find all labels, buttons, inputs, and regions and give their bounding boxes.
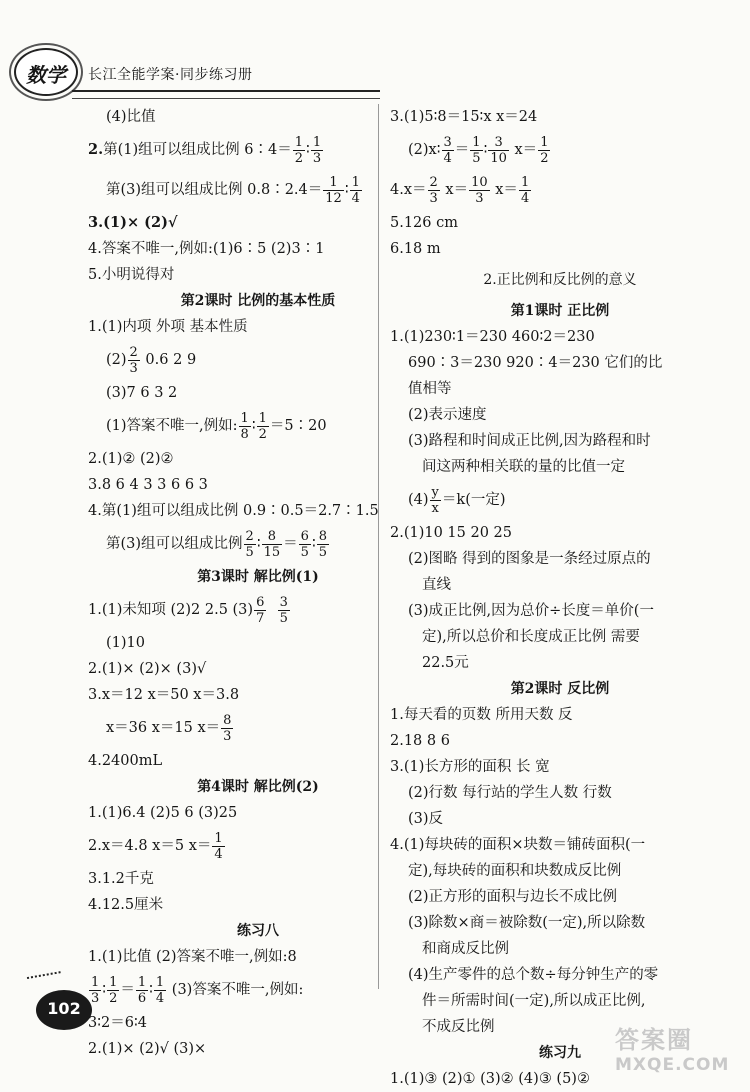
fraction: $\frac{1}{4}$ [214, 830, 223, 862]
answer-line: 定),所以总价和长度成正比例 需要 [422, 629, 640, 645]
answer-line: (2)行数 每行站的学生人数 行数 [408, 785, 612, 801]
fraction: $\frac{10}{3}$ [471, 174, 488, 206]
page-number: 102 [47, 999, 81, 1018]
section-heading: 练习九 [539, 1045, 581, 1061]
answer-line: 3.1.2千克 [88, 871, 154, 887]
answer-line: 3.x＝12 x＝50 x＝3.8 [88, 687, 240, 703]
answer-line: (4)生产零件的总个数÷每分钟生产的零 [408, 967, 659, 983]
answer-line: 定),每块砖的面积和块数成反比例 [408, 863, 622, 879]
answer-line: (2)图略 得到的图象是一条经过原点的 [408, 551, 651, 567]
fraction: $\frac{1}{3}$ [91, 974, 100, 1006]
answer-line: (2) $\frac{2}{3}$ 0.6 2 9 [106, 344, 197, 376]
answer-line: 2.18 8 6 [390, 733, 450, 749]
answer-line: (4) $\frac{y}{x}$ ＝k(一定) [408, 484, 506, 516]
fraction: $\frac{1}{6}$ [137, 974, 147, 1006]
fraction: $\frac{3}{10}$ [490, 134, 507, 166]
fraction: $\frac{3}{5}$ [279, 594, 288, 626]
answer-line: 1.(1)230∶1＝230 460∶2＝230 [390, 329, 595, 345]
answer-line: (3)除数×商＝被除数(一定),所以除数 [408, 915, 646, 931]
header-rule [72, 90, 380, 99]
answer-line: 3.(1)5∶8＝15∶x x＝24 [390, 109, 538, 125]
fraction: $\frac{1}{12}$ [325, 174, 342, 206]
answer-line: 4.(1)每块砖的面积×块数＝铺砖面积(一 [390, 837, 646, 853]
fraction: $\frac{2}{3}$ [429, 174, 438, 206]
answer-line: 不成反比例 [422, 1019, 495, 1035]
section-heading: 练习八 [237, 923, 279, 939]
answer-line: 1.(1)内项 外项 基本性质 [88, 319, 248, 335]
fraction: $\frac{1}{3}$ [312, 134, 322, 166]
answer-line: 2.(1)× (2)√ (3)× [88, 1041, 207, 1057]
answer-line: (4)比值 [106, 109, 156, 125]
answer-line: 2.(1)10 15 20 25 [390, 525, 513, 541]
fraction: $\frac{8}{5}$ [318, 528, 327, 560]
answer-line: (2)正方形的面积与边长不成比例 [408, 889, 618, 905]
answer-line: (3)7 6 3 2 [106, 385, 178, 401]
answer-line: 值相等 [408, 381, 452, 397]
answer-line: 1.(1)比值 (2)答案不唯一,例如:8 [88, 949, 297, 965]
answer-line: 6.18 m [390, 241, 441, 257]
fraction: $\frac{1}{2}$ [540, 134, 549, 166]
answer-line: 5.小明说得对 [88, 267, 175, 283]
fraction: $\frac{3}{4}$ [443, 134, 452, 166]
book-title: 长江全能学案·同步练习册 [88, 67, 253, 83]
answer-line: 1.每天看的页数 所用天数 反 [390, 707, 573, 723]
fraction: $\frac{1}{5}$ [472, 134, 481, 166]
right-column [390, 104, 730, 1092]
answer-line: 第(3)组可以组成比例 0.8∶2.4＝ $\frac{1}{12}$ ∶ $\frac{1}{4}$ [106, 174, 360, 206]
fraction: $\frac{1}{2}$ [294, 134, 304, 166]
fraction: $\frac{6}{7}$ [256, 594, 265, 626]
answer-line: 4.x＝ $\frac{2}{3}$ x＝ $\frac{10}{3}$ x＝ $\frac{1}{4}$ [390, 174, 530, 206]
page-number-badge [36, 990, 92, 1030]
answer-line: 2.(1)× (2)× (3)√ [88, 661, 207, 677]
fraction: $\frac{8}{15}$ [263, 528, 281, 560]
left-column [88, 104, 428, 1062]
answer-line: 3∶2＝6∶4 [88, 1015, 147, 1031]
section-heading: 第3课时 解比例(1) [197, 569, 319, 585]
fraction: $\frac{8}{3}$ [223, 712, 232, 744]
answer-line: 4.12.5厘米 [88, 897, 164, 913]
fraction: $\frac{1}{4}$ [155, 974, 165, 1006]
answer-line: 5.126 cm [390, 215, 458, 231]
answer-line: 4.第(1)组可以组成比例 0.9∶0.5＝2.7∶1.5 [88, 503, 379, 519]
fraction: $\frac{1}{2}$ [258, 410, 267, 442]
answer-line: 22.5元 [422, 655, 469, 671]
answer-line: 690∶3＝230 920∶4＝230 它们的比 [408, 355, 663, 371]
section-heading: 第2课时 反比例 [510, 681, 610, 697]
answer-line: 间这两种相关联的量的比值一定 [422, 459, 625, 475]
fraction: $\frac{6}{5}$ [300, 528, 309, 560]
watermark-text: 答案圈 [615, 1026, 693, 1054]
watermark-logo [615, 1020, 735, 1080]
answer-line: (3)路程和时间成正比例,因为路程和时 [408, 433, 651, 449]
answer-line: 4.2400mL [88, 753, 163, 769]
answer-line: 直线 [422, 577, 451, 593]
answer-line: 2.第(1)组可以组成比例 6∶4＝ $\frac{1}{2}$ ∶ $\frac{1}{3}$ [88, 134, 322, 166]
answer-line: (2)表示速度 [408, 407, 487, 423]
answer-line: (1)答案不唯一,例如: $\frac{1}{8}$ ∶ $\frac{1}{2}$ ＝5∶20 [106, 410, 327, 442]
answer-line: 2.x＝4.8 x＝5 x＝ $\frac{1}{4}$ [88, 830, 223, 862]
fraction: $\frac{1}{2}$ [109, 974, 118, 1006]
answer-line: 和商成反比例 [422, 941, 509, 957]
answer-line: 1.(1)6.4 (2)5 6 (3)25 [88, 805, 238, 821]
section-heading: 第4课时 解比例(2) [197, 779, 319, 795]
answer-line: 1.(1)③ (2)① (3)② (4)③ (5)② [390, 1071, 590, 1087]
section-heading: 2.正比例和反比例的意义 [483, 272, 637, 288]
answer-line: 1.(1)未知项 (2)2 2.5 (3) $\frac{6}{7}$ $\frac{3}{5}$ [88, 594, 288, 626]
watermark-url: MXQE.COM [615, 1055, 730, 1075]
answer-line: 3.8 6 4 3 3 6 6 3 [88, 477, 208, 493]
fraction: $\frac{1}{8}$ [240, 410, 249, 442]
answer-line: x＝36 x＝15 x＝ $\frac{8}{3}$ [106, 712, 232, 744]
answer-line: 3.(1)长方形的面积 长 宽 [390, 759, 550, 775]
answer-line: (3)成正比例,因为总价÷长度＝单价(一 [408, 603, 654, 619]
subject-badge-label: 数学 [26, 63, 66, 87]
answer-line: 件＝所需时间(一定),所以成正比例, [422, 993, 646, 1009]
answer-line: $\frac{1}{3}$ ∶ $\frac{1}{2}$ ＝ $\frac{1}{6}$ ∶ $\frac{1}{4}$ (3)答案不唯一,例如: [91, 974, 304, 1006]
fraction: $\frac{2}{5}$ [245, 528, 254, 560]
answer-line: (1)10 [106, 635, 145, 651]
answer-line: 3.(1)× (2)√ [88, 214, 178, 231]
page-header [0, 0, 750, 110]
answer-line: 2.(1)② (2)② [88, 451, 174, 467]
answer-line: (3)反 [408, 811, 444, 827]
fraction: $\frac{1}{4}$ [351, 174, 360, 206]
section-heading: 第2课时 比例的基本性质 [180, 293, 336, 309]
answer-line: (2)x∶ $\frac{3}{4}$ ＝ $\frac{1}{5}$ ∶ $\frac{3}{10}$ x＝ $\frac{1}{2}$ [408, 134, 549, 166]
answer-line: 4.答案不唯一,例如:(1)6∶5 (2)3∶1 [88, 241, 325, 257]
section-heading: 第1课时 正比例 [510, 303, 610, 319]
fraction: $\frac{y}{x}$ [431, 484, 439, 516]
fraction: $\frac{2}{3}$ [129, 344, 138, 376]
fraction: $\frac{1}{4}$ [520, 174, 530, 206]
subject-badge [14, 48, 78, 96]
answer-line: 第(3)组可以组成比例 $\frac{2}{5}$ ∶ $\frac{8}{15}$ ＝ $\frac{6}{5}$ ∶ $\frac{8}{5}$ [106, 528, 327, 560]
